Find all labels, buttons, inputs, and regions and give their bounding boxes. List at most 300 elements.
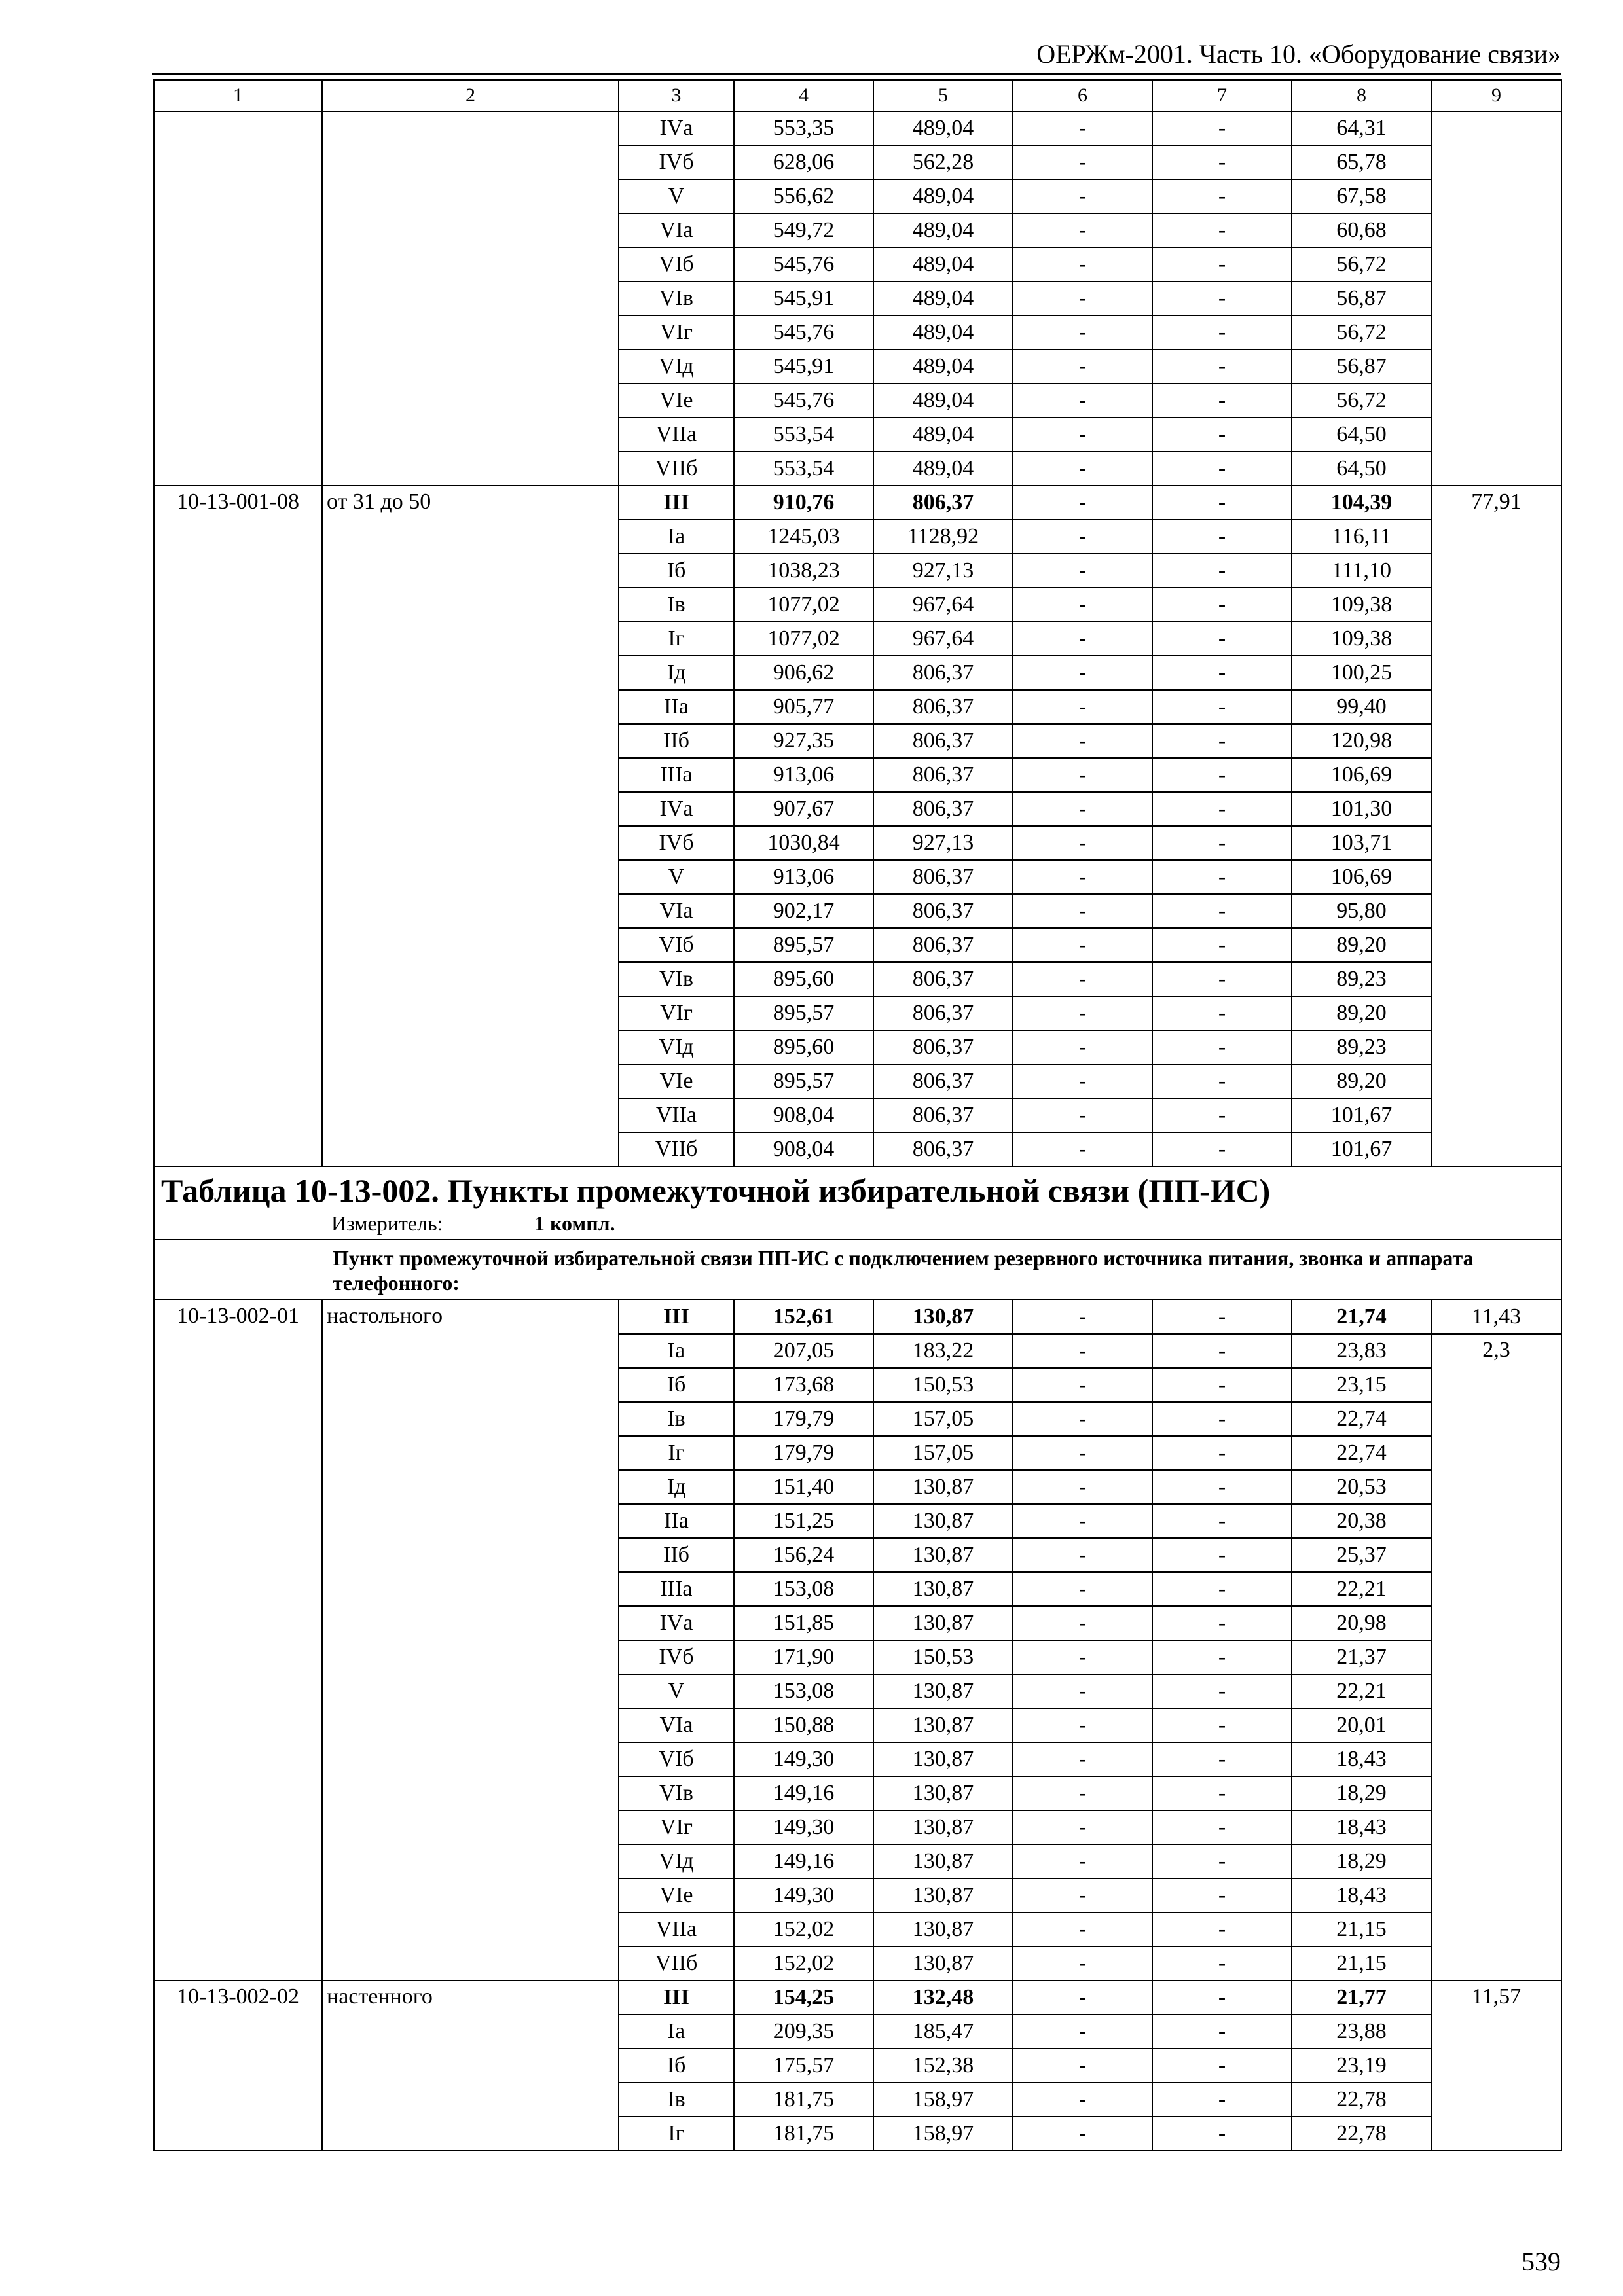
value-cell: 152,02 [734, 1946, 873, 1981]
value-cell: Iб [619, 554, 734, 588]
value-cell: - [1152, 928, 1292, 962]
value-cell: 89,20 [1292, 928, 1431, 962]
value-cell: - [1152, 1334, 1292, 1368]
value-cell: III [619, 1300, 734, 1334]
value-cell: - [1152, 758, 1292, 792]
value-cell: Iв [619, 2083, 734, 2117]
value-cell: - [1152, 1436, 1292, 1470]
value-cell: 806,37 [873, 962, 1013, 996]
value-cell: 806,37 [873, 486, 1013, 520]
value-cell: - [1013, 588, 1152, 622]
value-cell: 562,28 [873, 145, 1013, 179]
value-cell: 95,80 [1292, 894, 1431, 928]
value-cell: - [1013, 724, 1152, 758]
rate-name-cell: настенного [322, 1981, 619, 2151]
value-cell: 149,16 [734, 1776, 873, 1810]
value-cell: - [1013, 486, 1152, 520]
value-cell: 927,13 [873, 554, 1013, 588]
value-cell: 967,64 [873, 622, 1013, 656]
value-cell: 20,01 [1292, 1708, 1431, 1742]
rate-name-cell: от 31 до 50 [322, 486, 619, 1166]
extra-cell: 11,43 [1431, 1300, 1561, 1334]
value-cell: - [1013, 1912, 1152, 1946]
value-cell: - [1152, 1572, 1292, 1606]
value-cell: - [1013, 1981, 1152, 2015]
column-number: 8 [1292, 80, 1431, 111]
value-cell: VIб [619, 928, 734, 962]
page-number: 539 [1522, 2247, 1561, 2276]
value-cell: 157,05 [873, 1436, 1013, 1470]
value-cell: - [1152, 418, 1292, 452]
value-cell: - [1152, 962, 1292, 996]
value-cell: - [1013, 792, 1152, 826]
value-cell: 152,02 [734, 1912, 873, 1946]
value-cell: - [1013, 418, 1152, 452]
value-cell: 56,72 [1292, 247, 1431, 281]
value-cell: Iв [619, 588, 734, 622]
value-cell: 150,53 [873, 1368, 1013, 1402]
value-cell: 150,53 [873, 1640, 1013, 1674]
value-cell: VIIб [619, 1946, 734, 1981]
value-cell: 106,69 [1292, 758, 1431, 792]
value-cell: Iа [619, 520, 734, 554]
header-rule [152, 73, 1561, 75]
value-cell: - [1152, 724, 1292, 758]
value-cell: 130,87 [873, 1810, 1013, 1844]
value-cell: 806,37 [873, 724, 1013, 758]
value-cell: 173,68 [734, 1368, 873, 1402]
value-cell: VIд [619, 1844, 734, 1878]
value-cell: 130,87 [873, 1912, 1013, 1946]
value-cell: - [1013, 928, 1152, 962]
value-cell: - [1152, 350, 1292, 384]
value-cell: - [1013, 1946, 1152, 1981]
value-cell: 489,04 [873, 384, 1013, 418]
value-cell: V [619, 860, 734, 894]
rate-code-cell: 10-13-002-02 [154, 1981, 322, 2151]
value-cell: - [1152, 1470, 1292, 1504]
value-cell: 151,40 [734, 1470, 873, 1504]
value-cell: - [1013, 1402, 1152, 1436]
value-cell: - [1152, 554, 1292, 588]
value-cell: - [1152, 2083, 1292, 2117]
value-cell: VIб [619, 1742, 734, 1776]
value-cell: VIг [619, 315, 734, 350]
value-cell: 1030,84 [734, 826, 873, 860]
column-number: 5 [873, 80, 1013, 111]
value-cell: 130,87 [873, 1470, 1013, 1504]
value-cell: VIе [619, 1064, 734, 1098]
value-cell: 23,19 [1292, 2049, 1431, 2083]
value-cell: 153,08 [734, 1674, 873, 1708]
value-cell: - [1013, 111, 1152, 145]
value-cell: - [1152, 1810, 1292, 1844]
value-cell: - [1013, 2117, 1152, 2151]
value-cell: 553,35 [734, 111, 873, 145]
value-cell: - [1152, 1064, 1292, 1098]
value-cell: 18,29 [1292, 1844, 1431, 1878]
value-cell: 23,83 [1292, 1334, 1431, 1368]
table-row [154, 1981, 1561, 2015]
value-cell: - [1152, 860, 1292, 894]
value-cell: - [1152, 1300, 1292, 1334]
value-cell: 130,87 [873, 1776, 1013, 1810]
column-number: 4 [734, 80, 873, 111]
value-cell: 806,37 [873, 1098, 1013, 1132]
value-cell: 489,04 [873, 179, 1013, 213]
value-cell: VIа [619, 213, 734, 247]
value-cell: - [1152, 1640, 1292, 1674]
value-cell: 806,37 [873, 758, 1013, 792]
value-cell: - [1152, 384, 1292, 418]
value-cell: 89,23 [1292, 1030, 1431, 1064]
value-cell: 489,04 [873, 247, 1013, 281]
value-cell: 489,04 [873, 418, 1013, 452]
value-cell: IIа [619, 1504, 734, 1538]
value-cell: 130,87 [873, 1504, 1013, 1538]
value-cell: 120,98 [1292, 724, 1431, 758]
extra-cell: 77,91 [1431, 486, 1561, 1166]
unit-line [161, 1210, 1554, 1236]
value-cell: 132,48 [873, 1981, 1013, 2015]
value-cell: - [1013, 179, 1152, 213]
value-cell: - [1013, 1776, 1152, 1810]
value-cell: 101,30 [1292, 792, 1431, 826]
value-cell: 152,38 [873, 2049, 1013, 2083]
value-cell: - [1152, 792, 1292, 826]
value-cell: 908,04 [734, 1098, 873, 1132]
value-cell: 18,43 [1292, 1810, 1431, 1844]
value-cell: - [1013, 1674, 1152, 1708]
value-cell: 489,04 [873, 281, 1013, 315]
value-cell: 209,35 [734, 2015, 873, 2049]
extra-cell: 2,3 [1431, 1334, 1561, 1981]
value-cell: 149,30 [734, 1742, 873, 1776]
value-cell: 104,39 [1292, 486, 1431, 520]
value-cell: 149,30 [734, 1878, 873, 1912]
description-row [154, 1240, 1561, 1300]
value-cell: 179,79 [734, 1436, 873, 1470]
value-cell: 927,13 [873, 826, 1013, 860]
value-cell: 907,67 [734, 792, 873, 826]
column-number: 3 [619, 80, 734, 111]
value-cell: 1128,92 [873, 520, 1013, 554]
value-cell: 101,67 [1292, 1132, 1431, 1166]
value-cell: 171,90 [734, 1640, 873, 1674]
value-cell: - [1013, 996, 1152, 1030]
value-cell: 185,47 [873, 2015, 1013, 2049]
value-cell: - [1152, 2049, 1292, 2083]
value-cell: - [1152, 1981, 1292, 2015]
value-cell: IIIа [619, 1572, 734, 1606]
value-cell: - [1013, 1742, 1152, 1776]
value-cell: 21,15 [1292, 1946, 1431, 1981]
value-cell: 806,37 [873, 894, 1013, 928]
value-cell: IIб [619, 1538, 734, 1572]
value-cell: 60,68 [1292, 213, 1431, 247]
value-cell: 908,04 [734, 1132, 873, 1166]
value-cell: Iг [619, 622, 734, 656]
rates-table [153, 79, 1562, 2151]
value-cell: 56,72 [1292, 315, 1431, 350]
value-cell: VIг [619, 1810, 734, 1844]
value-cell: - [1152, 1030, 1292, 1064]
value-cell: 21,74 [1292, 1300, 1431, 1334]
value-cell: Iг [619, 1436, 734, 1470]
value-cell: - [1013, 2083, 1152, 2117]
value-cell: 56,72 [1292, 384, 1431, 418]
value-cell: 150,88 [734, 1708, 873, 1742]
value-cell: 556,62 [734, 179, 873, 213]
value-cell: - [1013, 520, 1152, 554]
value-cell: 806,37 [873, 1064, 1013, 1098]
value-cell: - [1152, 588, 1292, 622]
value-cell: - [1152, 622, 1292, 656]
value-cell: VIа [619, 894, 734, 928]
value-cell: - [1013, 1030, 1152, 1064]
value-cell: - [1152, 656, 1292, 690]
value-cell: 895,60 [734, 962, 873, 996]
value-cell: - [1152, 111, 1292, 145]
value-cell: 157,05 [873, 1402, 1013, 1436]
value-cell: 23,15 [1292, 1368, 1431, 1402]
value-cell: 967,64 [873, 588, 1013, 622]
value-cell: 130,87 [873, 1538, 1013, 1572]
value-cell: 181,75 [734, 2083, 873, 2117]
value-cell: 1077,02 [734, 588, 873, 622]
extra-cell [1431, 111, 1561, 486]
table-title: Таблица 10-13-002. Пункты промежуточной избирательной связи (ПП-ИС) [161, 1172, 1271, 1209]
value-cell: VIIа [619, 1912, 734, 1946]
value-cell: 489,04 [873, 111, 1013, 145]
value-cell: - [1013, 1810, 1152, 1844]
value-cell: IVб [619, 145, 734, 179]
value-cell: - [1013, 1334, 1152, 1368]
value-cell: - [1013, 452, 1152, 486]
value-cell: 56,87 [1292, 350, 1431, 384]
value-cell: 103,71 [1292, 826, 1431, 860]
value-cell: - [1152, 213, 1292, 247]
value-cell: - [1152, 1946, 1292, 1981]
value-cell: 89,23 [1292, 962, 1431, 996]
table-row [154, 111, 1561, 145]
rate-name-cell [322, 111, 619, 486]
value-cell: 130,87 [873, 1708, 1013, 1742]
value-cell: 545,91 [734, 350, 873, 384]
value-cell: 130,87 [873, 1300, 1013, 1334]
value-cell: 22,21 [1292, 1674, 1431, 1708]
value-cell: Iд [619, 1470, 734, 1504]
value-cell: VIв [619, 281, 734, 315]
value-cell: 489,04 [873, 350, 1013, 384]
value-cell: - [1152, 1538, 1292, 1572]
column-number: 2 [322, 80, 619, 111]
value-cell: VIIб [619, 1132, 734, 1166]
value-cell: VIв [619, 962, 734, 996]
value-cell: 22,78 [1292, 2117, 1431, 2151]
value-cell: 902,17 [734, 894, 873, 928]
value-cell: 22,78 [1292, 2083, 1431, 2117]
value-cell: Iв [619, 1402, 734, 1436]
value-cell: V [619, 1674, 734, 1708]
column-number: 6 [1013, 80, 1152, 111]
value-cell: 130,87 [873, 1742, 1013, 1776]
value-cell: 906,62 [734, 656, 873, 690]
value-cell: 549,72 [734, 213, 873, 247]
value-cell: III [619, 486, 734, 520]
running-header: ОЕРЖм-2001. Часть 10. «Оборудование связи» [1036, 39, 1561, 69]
value-cell: 100,25 [1292, 656, 1431, 690]
column-number: 9 [1431, 80, 1561, 111]
value-cell: - [1152, 1504, 1292, 1538]
value-cell: 179,79 [734, 1402, 873, 1436]
value-cell: IVа [619, 1606, 734, 1640]
column-number: 1 [154, 80, 322, 111]
value-cell: - [1152, 1368, 1292, 1402]
value-cell: 895,60 [734, 1030, 873, 1064]
value-cell: VIд [619, 1030, 734, 1064]
value-cell: - [1013, 1132, 1152, 1166]
value-cell: - [1152, 690, 1292, 724]
value-cell: 116,11 [1292, 520, 1431, 554]
value-cell: 806,37 [873, 928, 1013, 962]
value-cell: 806,37 [873, 792, 1013, 826]
value-cell: 130,87 [873, 1572, 1013, 1606]
value-cell: - [1013, 1098, 1152, 1132]
value-cell: Iд [619, 656, 734, 690]
value-cell: IVб [619, 1640, 734, 1674]
value-cell: 64,50 [1292, 418, 1431, 452]
value-cell: 181,75 [734, 2117, 873, 2151]
value-cell: 21,15 [1292, 1912, 1431, 1946]
value-cell: 130,87 [873, 1878, 1013, 1912]
value-cell: 545,76 [734, 247, 873, 281]
value-cell: - [1013, 1064, 1152, 1098]
value-cell: 1077,02 [734, 622, 873, 656]
value-cell: VIг [619, 996, 734, 1030]
table-row [154, 486, 1561, 520]
value-cell: - [1013, 247, 1152, 281]
rate-name-cell: настольного [322, 1300, 619, 1981]
value-cell: VIIа [619, 1098, 734, 1132]
value-cell: 64,31 [1292, 111, 1431, 145]
value-cell: - [1152, 1844, 1292, 1878]
value-cell: 910,76 [734, 486, 873, 520]
table-title-cell [154, 1166, 1561, 1240]
value-cell: 553,54 [734, 452, 873, 486]
value-cell: 158,97 [873, 2117, 1013, 2151]
value-cell: VIе [619, 1878, 734, 1912]
value-cell: 56,87 [1292, 281, 1431, 315]
value-cell: IVа [619, 111, 734, 145]
rate-code-cell: 10-13-002-01 [154, 1300, 322, 1981]
value-cell: 806,37 [873, 656, 1013, 690]
value-cell: - [1013, 2049, 1152, 2083]
value-cell: - [1152, 1776, 1292, 1810]
value-cell: 489,04 [873, 213, 1013, 247]
value-cell: - [1013, 1844, 1152, 1878]
value-cell: 905,77 [734, 690, 873, 724]
value-cell: 1038,23 [734, 554, 873, 588]
value-cell: - [1013, 384, 1152, 418]
value-cell: 20,98 [1292, 1606, 1431, 1640]
value-cell: Iб [619, 2049, 734, 2083]
table-row [154, 1300, 1561, 1334]
value-cell: 130,87 [873, 1674, 1013, 1708]
value-cell: 65,78 [1292, 145, 1431, 179]
value-cell: 207,05 [734, 1334, 873, 1368]
value-cell: - [1152, 1708, 1292, 1742]
value-cell: - [1013, 281, 1152, 315]
value-cell: 913,06 [734, 758, 873, 792]
value-cell: 18,29 [1292, 1776, 1431, 1810]
value-cell: 22,74 [1292, 1436, 1431, 1470]
value-cell: IIа [619, 690, 734, 724]
value-cell: 152,61 [734, 1300, 873, 1334]
value-cell: VIе [619, 384, 734, 418]
value-cell: - [1013, 350, 1152, 384]
value-cell: 806,37 [873, 1132, 1013, 1166]
value-cell: - [1152, 1878, 1292, 1912]
value-cell: IIб [619, 724, 734, 758]
value-cell: - [1152, 452, 1292, 486]
value-cell: - [1013, 690, 1152, 724]
value-cell: - [1152, 826, 1292, 860]
value-cell: - [1013, 145, 1152, 179]
value-cell: 21,37 [1292, 1640, 1431, 1674]
unit-label: Измеритель: [331, 1211, 443, 1235]
value-cell: VIд [619, 350, 734, 384]
value-cell: 895,57 [734, 928, 873, 962]
value-cell: 89,20 [1292, 1064, 1431, 1098]
value-cell: 895,57 [734, 996, 873, 1030]
value-cell: - [1152, 2015, 1292, 2049]
value-cell: 99,40 [1292, 690, 1431, 724]
value-cell: - [1013, 1708, 1152, 1742]
value-cell: VIв [619, 1776, 734, 1810]
value-cell: - [1013, 758, 1152, 792]
value-cell: 806,37 [873, 690, 1013, 724]
value-cell: 154,25 [734, 1981, 873, 2015]
value-cell: - [1013, 554, 1152, 588]
value-cell: 183,22 [873, 1334, 1013, 1368]
value-cell: - [1152, 486, 1292, 520]
value-cell: 806,37 [873, 996, 1013, 1030]
value-cell: 153,08 [734, 1572, 873, 1606]
value-cell: - [1013, 2015, 1152, 2049]
value-cell: 151,85 [734, 1606, 873, 1640]
value-cell: VIIб [619, 452, 734, 486]
value-cell: - [1152, 520, 1292, 554]
value-cell: - [1152, 179, 1292, 213]
value-cell: - [1013, 894, 1152, 928]
value-cell: 175,57 [734, 2049, 873, 2083]
value-cell: 1245,03 [734, 520, 873, 554]
value-cell: - [1013, 1878, 1152, 1912]
value-cell: 20,53 [1292, 1470, 1431, 1504]
value-cell: - [1152, 145, 1292, 179]
value-cell: 545,76 [734, 384, 873, 418]
value-cell: - [1013, 656, 1152, 690]
value-cell: - [1013, 1470, 1152, 1504]
value-cell: - [1013, 315, 1152, 350]
value-cell: - [1013, 1606, 1152, 1640]
column-number: 7 [1152, 80, 1292, 111]
value-cell: 151,25 [734, 1504, 873, 1538]
value-cell: - [1152, 1098, 1292, 1132]
rate-code-cell [154, 111, 322, 486]
table-description: Пункт промежуточной избирательной связи ПП-ИС с подключением резервного источника питания, звонка и аппарата телефонного: [154, 1240, 1561, 1300]
